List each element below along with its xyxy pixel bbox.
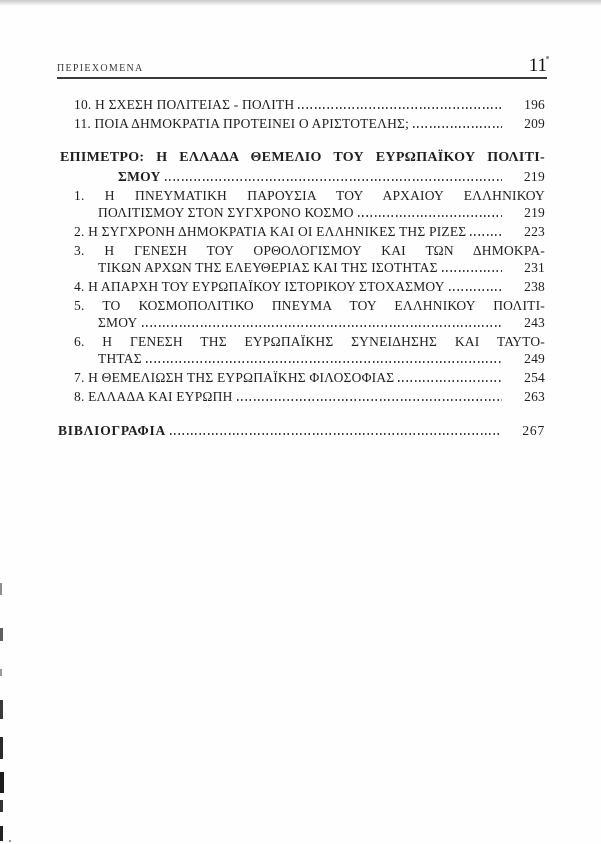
toc-entry: [58, 187, 545, 221]
binding-mark: [0, 772, 4, 793]
dot-leader: [470, 234, 502, 236]
toc-entry-text: ΒΙΒΛΙΟΓΡΑΦΙΑ: [58, 423, 167, 438]
binding-mark: [0, 669, 2, 676]
binding-mark: [0, 800, 3, 812]
toc-entry-line: [58, 168, 545, 185]
toc-entry-page: 238: [524, 279, 545, 294]
toc-entry: [58, 148, 545, 185]
toc-entry-line: 6. Η ΓΕΝΕΣΗ ΤΗΣ ΕΥΡΩΠΑΪΚΗΣ ΣΥΝΕΙΔΗΣΗΣ ΚΑΙ ΤΑΥΤΟ-: [74, 334, 545, 349]
dot-leader: [398, 380, 502, 382]
dot-leader: [146, 361, 502, 363]
binding-mark: [0, 700, 3, 719]
binding-mark: [0, 628, 3, 641]
toc-entry-page: 231: [524, 260, 545, 275]
toc-entry-text: ΠΟΛΙΤΙΣΜΟΥ ΣΤΟΝ ΣΥΓΧΡΟΝΟ ΚΟΣΜΟ: [98, 205, 354, 220]
toc-entry-text: 4. Η ΑΠΑΡΧΗ ΤΟΥ ΕΥΡΩΠΑΪΚΟΥ ΙΣΤΟΡΙΚΟΥ ΣΤΟΧΑΣΜΟΥ: [74, 279, 445, 294]
toc-entry-text: 2. Η ΣΥΓΧΡΟΝΗ ΔΗΜΟΚΡΑΤΙΑ ΚΑΙ ΟΙ ΕΛΛΗΝΙΚΕΣ ΤΗΣ ΡΙΖΕΣ: [74, 224, 467, 239]
running-title: ΠΕΡΙΕΧΟΜΕΝΑ: [57, 63, 144, 74]
binding-mark: [0, 583, 2, 595]
toc-entry: [58, 96, 545, 113]
page-header: [57, 56, 547, 79]
toc-entry-line: [58, 350, 545, 367]
toc-entry: [58, 223, 545, 240]
toc-entry-line: [58, 115, 545, 132]
dot-leader: [358, 215, 502, 217]
toc-entry-line: [58, 223, 545, 240]
dot-leader: [170, 433, 502, 435]
dot-leader: [413, 126, 502, 128]
toc-entry-page: 219: [523, 169, 545, 184]
toc-entry-line: [58, 422, 545, 439]
toc-entry-line: [58, 278, 545, 295]
toc-entry-text: ΤΙΚΩΝ ΑΡΧΩΝ ΤΗΣ ΕΛΕΥΘΕΡΙΑΣ ΚΑΙ ΤΗΣ ΙΣΟΤΗΤΑΣ: [98, 260, 438, 275]
dot-leader: [298, 107, 502, 109]
toc-entry-text: ΣΜΟΥ: [98, 315, 138, 330]
toc-entry: [58, 369, 545, 386]
dot-leader: [237, 399, 502, 401]
toc-entry-text: 11. ΠΟΙΑ ΔΗΜΟΚΡΑΤΙΑ ΠΡΟΤΕΙΝΕΙ Ο ΑΡΙΣΤΟΤΕΛΗΣ;: [74, 116, 410, 131]
toc-entry-line: ΕΠΙΜΕΤΡΟ: Η ΕΛΛΑΔΑ ΘΕΜΕΛΙΟ ΤΟΥ ΕΥΡΩΠΑΪΚΟΥ ΠΟΛΙΤΙ-: [60, 150, 545, 165]
header-page-number: 11: [528, 55, 547, 76]
scan-top-shadow: [0, 0, 601, 6]
binding-mark: [0, 737, 3, 759]
toc-entry-text: ΣΜΟΥ: [118, 169, 161, 184]
toc-entry-page: 254: [524, 370, 545, 385]
toc-entry-page: 263: [524, 389, 545, 404]
toc-entry-text: ΤΗΤΑΣ: [98, 351, 142, 366]
toc-entry-page: 196: [524, 97, 545, 112]
toc-entry: [58, 115, 545, 132]
toc-entry-text: 10. Η ΣΧΕΣΗ ΠΟΛΙΤΕΙΑΣ - ΠΟΛΙΤΗ: [74, 97, 295, 112]
toc-entry-page: 267: [522, 423, 545, 438]
toc-entry-page: 209: [524, 116, 545, 131]
toc-entry-line: [58, 369, 545, 386]
dot-leader: [165, 179, 502, 181]
toc-entry-line: [58, 314, 545, 331]
toc-entry-page: 219: [524, 205, 545, 220]
dot-leader: [142, 325, 503, 327]
dot-leader: [449, 289, 502, 291]
toc-entry: [58, 297, 545, 331]
toc-entry-line: [58, 259, 545, 276]
binding-mark: [0, 826, 3, 841]
toc-entry-text: 7. Η ΘΕΜΕΛΙΩΣΗ ΤΗΣ ΕΥΡΩΠΑΪΚΗΣ ΦΙΛΟΣΟΦΙΑΣ: [74, 370, 395, 385]
toc-entry-line: 3. Η ΓΕΝΕΣΗ ΤΟΥ ΟΡΘΟΛΟΓΙΣΜΟΥ ΚΑΙ ΤΩΝ ΔΗΜΟΚΡΑ-: [74, 243, 545, 258]
toc-entry-line: [58, 388, 545, 405]
toc-entry-page: 249: [524, 351, 545, 366]
toc-entry: [58, 242, 545, 276]
toc-entry-line: [58, 204, 545, 221]
toc-entry-page: 243: [524, 315, 545, 330]
toc-entry-line: [58, 96, 545, 113]
toc-list: [58, 96, 545, 441]
toc-entry-line: 5. ΤΟ ΚΟΣΜΟΠΟΛΙΤΙΚΟ ΠΝΕΥΜΑ ΤΟΥ ΕΛΛΗΝΙΚΟΥ ΠΟΛΙΤΙ-: [74, 298, 545, 313]
toc-entry: [58, 278, 545, 295]
toc-entry-text: 8. ΕΛΛΑΔΑ ΚΑΙ ΕΥΡΩΠΗ: [74, 389, 233, 404]
toc-entry-page: 223: [524, 224, 545, 239]
ink-speck: [9, 840, 11, 842]
toc-entry: [58, 388, 545, 405]
toc-entry-line: 1. Η ΠΝΕΥΜΑΤΙΚΗ ΠΑΡΟΥΣΙΑ ΤΟΥ ΑΡΧΑΙΟΥ ΕΛΛΗΝΙΚΟΥ: [74, 188, 545, 203]
toc-entry: [58, 422, 545, 439]
dot-leader: [442, 270, 502, 272]
toc-entry: [58, 333, 545, 367]
